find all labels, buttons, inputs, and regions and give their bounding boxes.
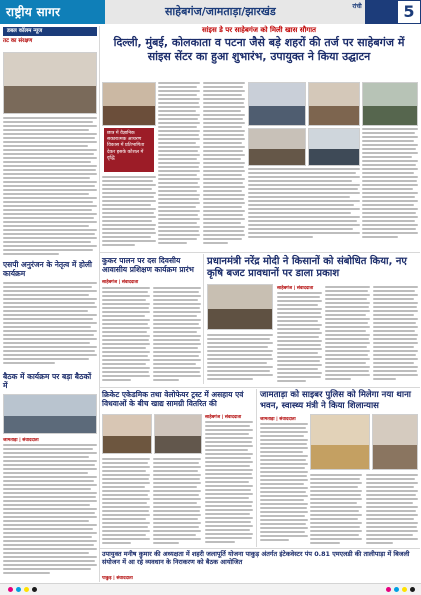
left-sub-headline: तट का संरक्षण (3, 38, 33, 44)
lead-photo-3 (308, 82, 360, 126)
pm-text-col-3 (373, 286, 418, 384)
lead-text-col-2 (203, 82, 245, 250)
pm-text-col-1 (277, 292, 322, 384)
jamtara-text-col-2 (310, 474, 362, 546)
registration-dot-black-right (410, 587, 415, 592)
pm-text-col-2 (325, 286, 370, 384)
lead-text-col-4 (248, 168, 360, 240)
cricket-story-byline: साहेबगंज | संवाददाता (205, 415, 242, 420)
section-divider-3 (100, 548, 420, 549)
registration-dot-cyan (16, 587, 21, 592)
cricket-text-col-2 (153, 458, 201, 546)
poultry-text-col-1 (102, 287, 150, 385)
lead-photo-4 (362, 82, 418, 126)
pm-story-byline: साहेबगंज | संवाददाता (277, 286, 314, 291)
left-story3-headline: बैठक में कार्यक्रम पर बड़ा बैठकों में (3, 372, 92, 390)
footer-bar (0, 583, 421, 595)
bottom-story-byline: पाकुड़ | संवाददाता (102, 576, 133, 581)
cricket-text-col-3 (205, 421, 253, 546)
registration-dot-magenta-right (386, 587, 391, 592)
lead-kicker: सांइस डे पर साहेबगंज को मिली खास सौगात (201, 26, 317, 34)
poultry-story-byline: साहेबगंज | संवाददाता (102, 280, 139, 285)
newspaper-logo: राष्ट्रीय सागर (6, 5, 61, 19)
registration-dot-yellow (24, 587, 29, 592)
registration-dot-black (32, 587, 37, 592)
left-story2-text (3, 282, 97, 368)
lead-photo-5 (248, 128, 306, 166)
left-story3-byline: जामताड़ा | संवाददाता (3, 438, 39, 443)
left-photo-1 (3, 52, 97, 114)
double-column-header: डबल कॉलम न्यूज (3, 27, 97, 36)
jamtara-text-col-1 (260, 423, 308, 546)
lead-pullquote: छात्र में वैज्ञानिक सकारात्मक आचरण विकास में प्रतिभागिता देकर इसके कौशल में वृद्धि (104, 128, 154, 172)
jamtara-photo-2 (372, 414, 418, 470)
registration-dot-yellow-right (402, 587, 407, 592)
section-divider-1 (100, 252, 420, 253)
left-story3-text (3, 444, 97, 580)
jamtara-story-headline: जामताड़ा को साइबर पुलिस को मिलेगा नया थाना भवन, स्वास्थ्य मंत्री ने किया शिलान्यास (260, 390, 411, 411)
bottom-story-headline: उपायुक्त मनीष कुमार की अध्यक्षता में शहरी जलापूर्ति योजना पाकुड़ अंतर्गत इंटेकवेस्टर पंप 0.81 एमएलडी की तालीपाड़ा में बिजली संयोजन में आ रहे व्यवधान के निराकरण को बैठक आयोजित (102, 550, 410, 566)
cricket-photo-1 (102, 414, 152, 454)
cricket-photo-2 (154, 414, 202, 454)
lead-photo-1 (102, 82, 156, 126)
lead-text-col-5 (102, 176, 156, 250)
poultry-text-col-2 (153, 287, 201, 385)
column-divider-2 (203, 254, 204, 384)
lead-text-col-3 (362, 128, 418, 240)
lead-photo-2 (248, 82, 306, 126)
left-story-text (3, 117, 97, 257)
poultry-story-headline: कुकर पालन पर दस दिवसीय आवासीय प्रशिक्षण कार्यक्रम प्रारंभ (102, 256, 194, 274)
jamtara-text-col-3 (366, 474, 418, 546)
cricket-story-headline: क्रिकेट एकेडमिक तथा वेलोफेयर ट्रस्ट में असहाय एवं विधवाओं के बीच खाद्य सामग्री वितरित की (102, 390, 244, 408)
left-story2-headline: एसपी अनुरंजन के नेतृत्व में होली कार्यक्रम (3, 260, 92, 278)
registration-dot-magenta (8, 587, 13, 592)
lead-headline-area (100, 26, 418, 78)
pm-story-photo (207, 284, 273, 330)
jamtara-photo-1 (310, 414, 370, 470)
page-number: 5 (398, 1, 420, 23)
column-divider (99, 26, 100, 582)
lead-photo-6 (308, 128, 360, 166)
masthead (0, 0, 421, 24)
jamtara-story-byline: जामताड़ा | संवाददाता (260, 417, 296, 422)
pm-text-col-4 (207, 334, 273, 384)
lead-text-col-1 (158, 82, 200, 250)
lead-headline: दिल्ली, मुंबई, कोलकाता व पटना जैसे बड़े शहरों की तर्ज पर साहेबगंज में सांइस सेंटर का हुआ शुभारंभ, उपायुक्त ने किया उद्घाटन (113, 36, 405, 63)
section-divider-2 (100, 387, 420, 388)
pm-story-headline: प्रधानमंत्री नरेंद्र मोदी ने किसानों को संबोधित किया, नए कृषि बजट प्रावधानों पर डाला प्रकाश (207, 256, 407, 279)
registration-dot-cyan-right (394, 587, 399, 592)
date-block (318, 2, 396, 22)
section-title: साहेबगंज/जामताड़ा/झारखंड (165, 5, 276, 18)
edition-city: रांची (352, 3, 362, 10)
cricket-text-col-1 (102, 458, 150, 546)
left-photo-2 (3, 394, 97, 434)
column-divider-3 (256, 389, 257, 547)
